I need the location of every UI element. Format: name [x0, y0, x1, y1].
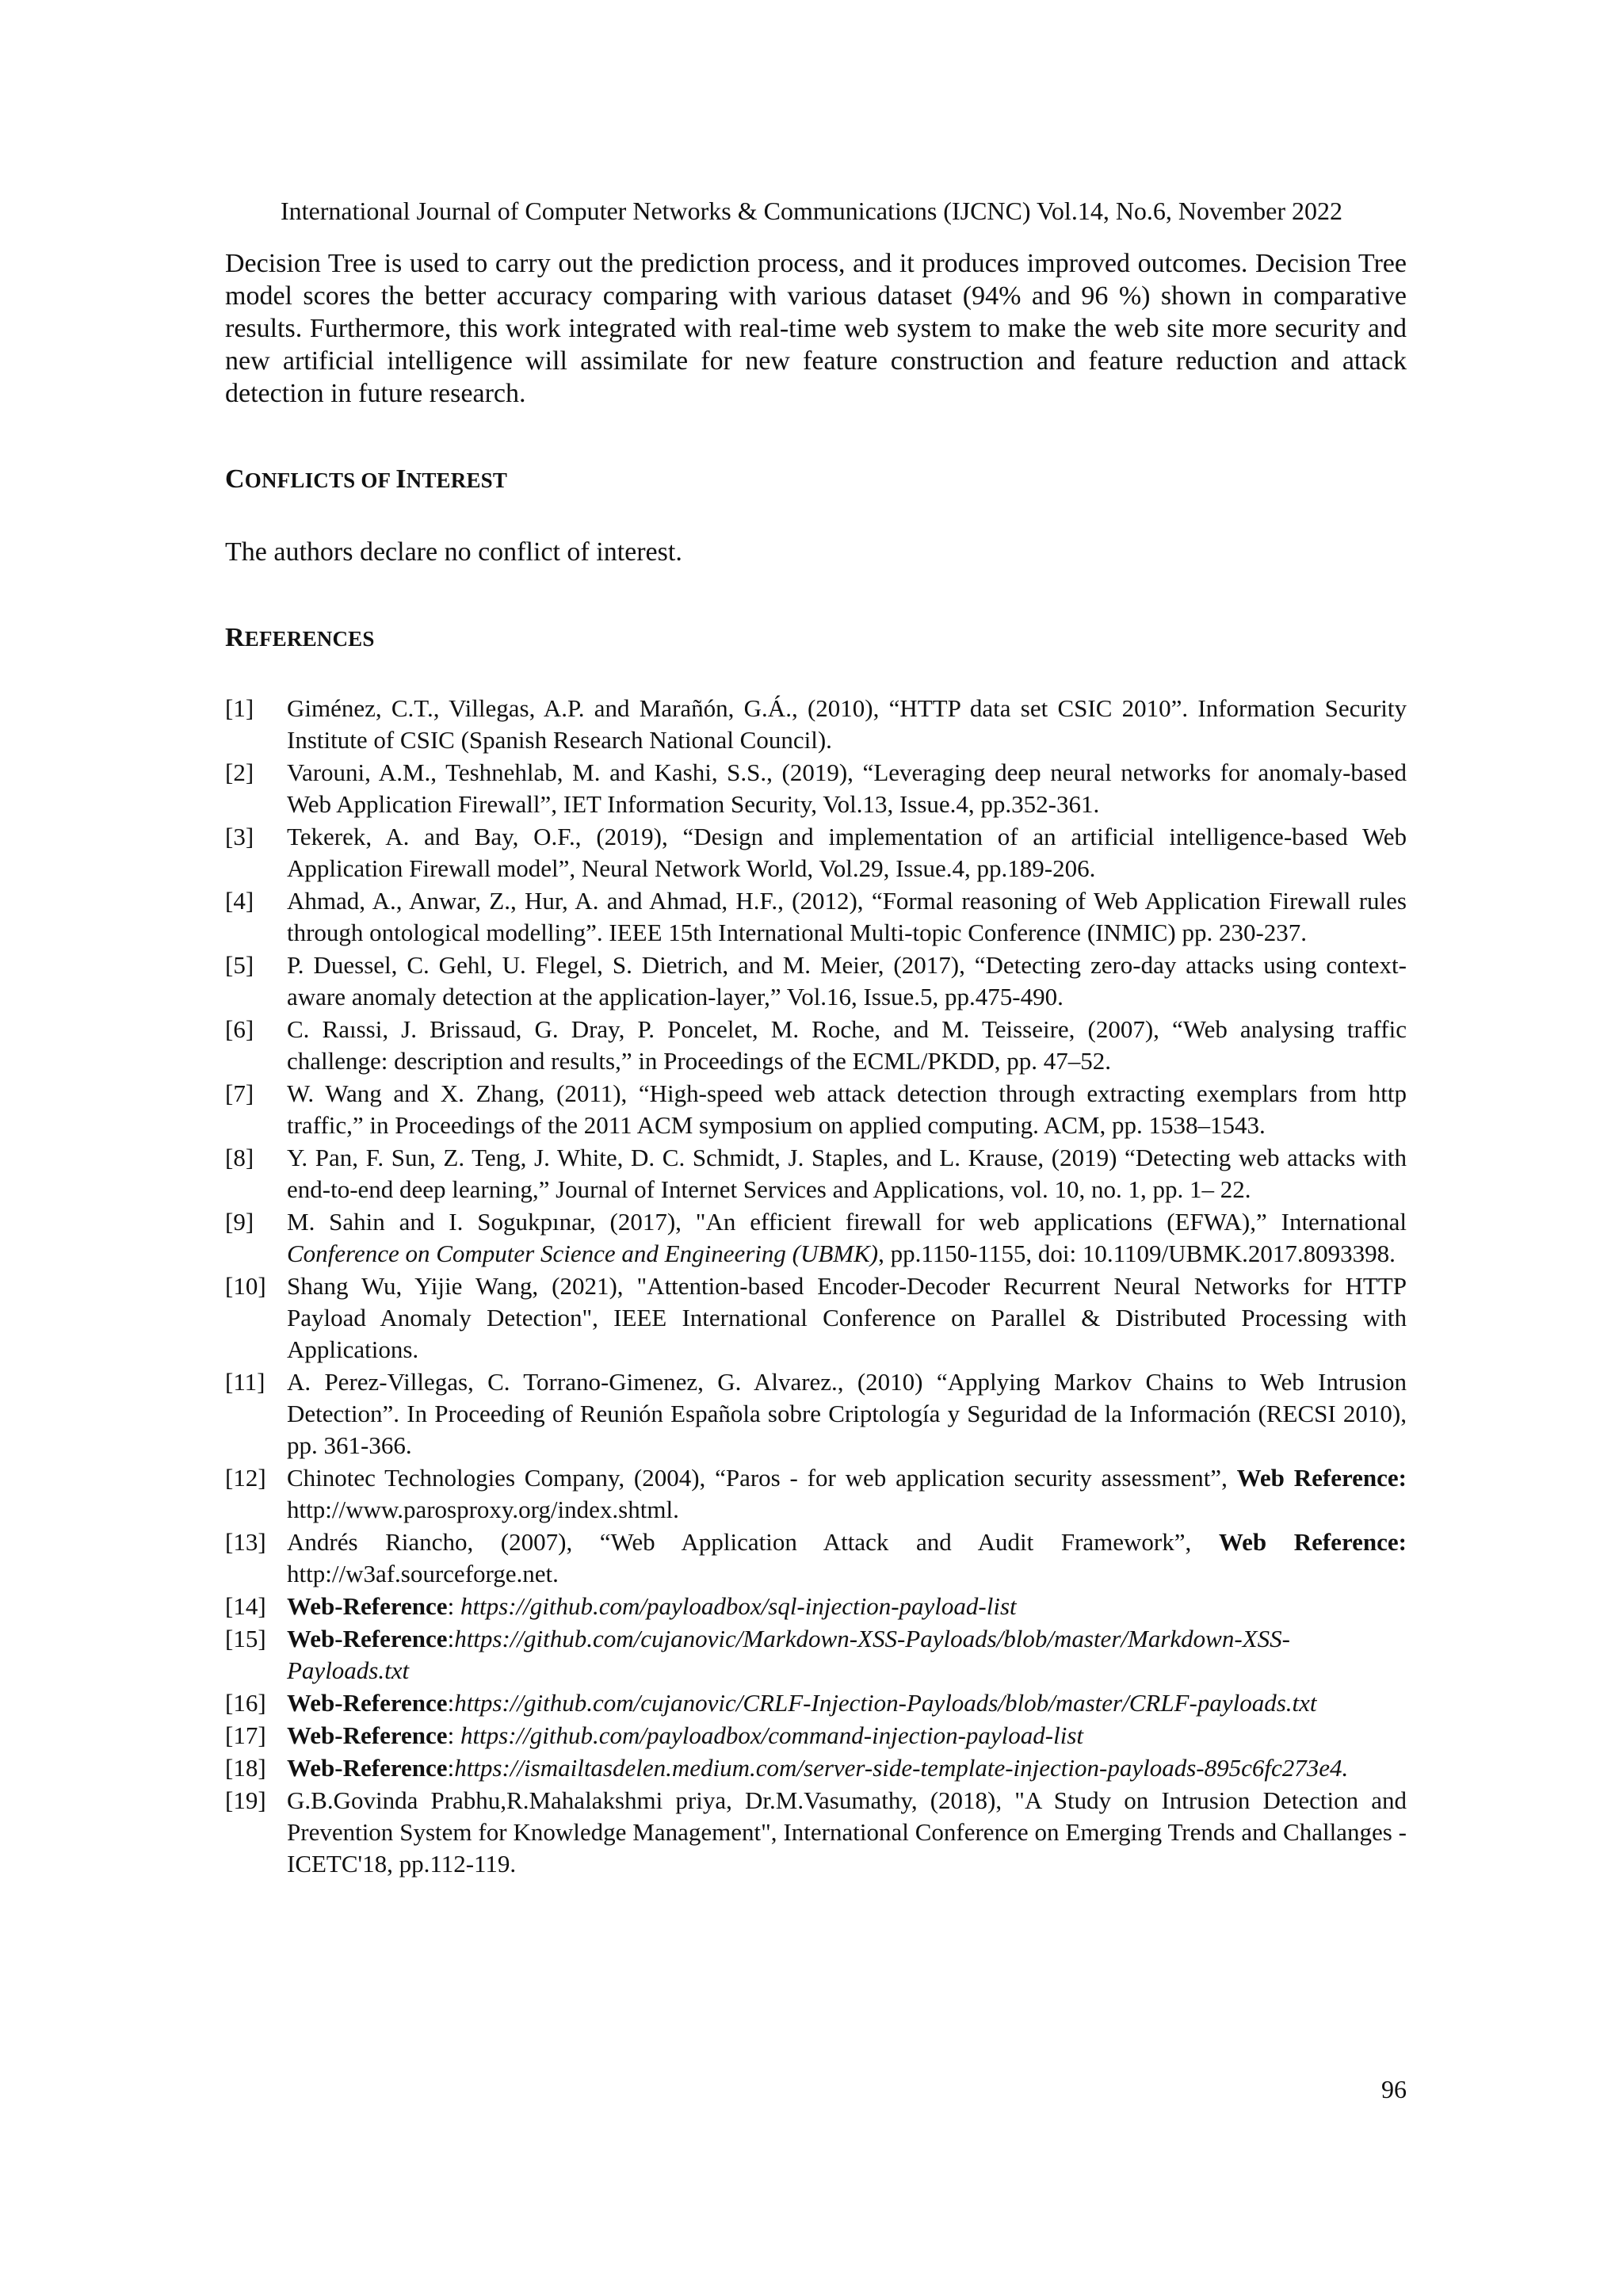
reference-bold-label: Web Reference:: [1218, 1528, 1407, 1556]
reference-item: [225, 1785, 1407, 1880]
reference-item: [225, 1078, 1407, 1141]
reference-text-part: W. Wang and X. Zhang, (2011), “High-speed web attack detection through extracting exemplars from http traffic,” in Proceedings of the 2011 ACM symposium on applied computing. ACM, pp. 1538–1543.: [287, 1079, 1407, 1139]
reference-italic-text: https://github.com/payloadbox/command-injection-payload-list: [460, 1721, 1084, 1749]
reference-bold-label: Web-Reference: [287, 1721, 448, 1749]
reference-text: [287, 1206, 1407, 1270]
reference-text: [287, 885, 1407, 949]
reference-item: [225, 1206, 1407, 1270]
reference-item: [225, 1270, 1407, 1366]
reference-text-part: Chinotec Technologies Company, (2004), “Paros - for web application security assessment”,: [287, 1464, 1237, 1492]
reference-item: [225, 1014, 1407, 1077]
reference-text-part: http://www.parosproxy.org/index.shtml.: [287, 1496, 679, 1523]
reference-bold-label: Web-Reference: [287, 1592, 448, 1620]
reference-text: [287, 949, 1407, 1013]
reference-text: [287, 1078, 1407, 1141]
reference-number: [15]: [225, 1625, 266, 1652]
reference-number: [10]: [225, 1272, 266, 1300]
reference-number: [5]: [225, 951, 254, 979]
reference-item: [225, 757, 1407, 820]
reference-text-part: :: [447, 1625, 455, 1652]
reference-number: [13]: [225, 1528, 266, 1556]
conclusion-paragraph: Decision Tree is used to carry out the prediction process, and it produces improved outcomes. Decision Tree model scores the better accuracy comparing with various dataset (94% and 96 %) shown in comparative results. Furthermore, this work integrated with real-time web system to make the web site more security and new artificial intelligence will assimilate for new feature construction and feature reduction and attack detection in future research.: [225, 249, 1407, 408]
reference-text-part: Andrés Riancho, (2007), “Web Application Attack and Audit Framework”,: [287, 1528, 1219, 1556]
reference-text-part: :: [447, 1721, 460, 1749]
reference-number: [9]: [225, 1208, 254, 1236]
reference-number: [16]: [225, 1689, 266, 1717]
reference-text-part: :: [447, 1689, 455, 1717]
reference-text: [287, 1142, 1407, 1205]
reference-italic-text: https://github.com/payloadbox/sql-injection-payload-list: [460, 1592, 1017, 1620]
reference-number: [7]: [225, 1079, 254, 1107]
reference-number: [2]: [225, 758, 254, 786]
reference-number: [19]: [225, 1786, 266, 1814]
references-heading: [225, 622, 1407, 655]
reference-text-part: G.B.Govinda Prabhu,R.Mahalakshmi priya, Dr.M.Vasumathy, (2018), "A Study on Intrusion Detection and Prevention System for Knowledge Management", International Conference on Emerging Trends and Challanges - ICETC'18, pp.112-119.: [287, 1786, 1407, 1878]
reference-text: [287, 1014, 1407, 1077]
reference-text-part: Ahmad, A., Anwar, Z., Hur, A. and Ahmad, H.F., (2012), “Formal reasoning of Web Application Firewall rules through ontological modelling”. IEEE 15th International Multi-topic Conference (INMIC) pp. 230-237.: [287, 887, 1407, 946]
reference-number: [18]: [225, 1754, 266, 1782]
reference-text-part: Tekerek, A. and Bay, O.F., (2019), “Design and implementation of an artificial intelligence-based Web Application Firewall model”, Neural Network World, Vol.29, Issue.4, pp.189-206.: [287, 823, 1407, 882]
reference-italic-text: https://github.com/cujanovic/Markdown-XSS-Payloads/blob/master/Markdown-XSS-Payloads.txt: [287, 1625, 1290, 1684]
reference-number: [17]: [225, 1721, 266, 1749]
conflicts-heading-rest-1: ONFLICTS OF: [244, 468, 396, 492]
reference-number: [11]: [225, 1368, 265, 1396]
reference-text: [287, 1720, 1407, 1752]
reference-text-part: Giménez, C.T., Villegas, A.P. and Marañón, G.Á., (2010), “HTTP data set CSIC 2010”. Information Security Institute of CSIC (Spanish Research National Council).: [287, 694, 1407, 754]
reference-text-part: , pp.1150-1155, doi: 10.1109/UBMK.2017.8093398.: [878, 1240, 1396, 1267]
reference-item: [225, 949, 1407, 1013]
conflicts-heading: [225, 464, 1407, 496]
reference-text-part: Shang Wu, Yijie Wang, (2021), "Attention-based Encoder-Decoder Recurrent Neural Networks for HTTP Payload Anomaly Detection", IEEE International Conference on Parallel & Distributed Processing with Applications.: [287, 1272, 1407, 1363]
reference-number: [1]: [225, 694, 254, 722]
reference-item: [225, 1752, 1407, 1784]
conflicts-heading-cap-i: I: [395, 464, 407, 494]
reference-text: [287, 1270, 1407, 1366]
reference-bold-label: Web Reference:: [1236, 1464, 1407, 1492]
reference-text: [287, 693, 1407, 756]
reference-number: [3]: [225, 823, 254, 850]
reference-bold-label: Web-Reference: [287, 1689, 448, 1717]
page-number: 96: [1381, 2075, 1407, 2103]
reference-text-part: :: [447, 1592, 460, 1620]
reference-text: [287, 1752, 1407, 1784]
reference-text-part: P. Duessel, C. Gehl, U. Flegel, S. Dietrich, and M. Meier, (2017), “Detecting zero-day attacks using context-aware anomaly detection at the application-layer,” Vol.16, Issue.5, pp.475-490.: [287, 951, 1407, 1010]
reference-italic-text: https://github.com/cujanovic/CRLF-Injection-Payloads/blob/master/CRLF-payloads.txt: [454, 1689, 1317, 1717]
conflicts-heading-cap-c: C: [225, 464, 245, 494]
reference-text-part: http://w3af.sourceforge.net.: [287, 1560, 559, 1587]
reference-item: [225, 821, 1407, 884]
conflict-statement: The authors declare no conflict of interest.: [225, 537, 682, 567]
reference-number: [8]: [225, 1144, 254, 1171]
reference-number: [4]: [225, 887, 254, 915]
reference-text: [287, 1526, 1407, 1590]
reference-text: [287, 1687, 1407, 1719]
reference-text-part: A. Perez-Villegas, C. Torrano-Gimenez, G. Alvarez., (2010) “Applying Markov Chains to Web Intrusion Detection”. In Proceeding of Reunión Española sobre Criptología y Seguridad de la Información (RECSI 2010), pp. 361-366.: [287, 1368, 1407, 1459]
reference-text: [287, 821, 1407, 884]
reference-text-part: C. Raıssi, J. Brissaud, G. Dray, P. Poncelet, M. Roche, and M. Teisseire, (2007), “Web analysing traffic challenge: description and results,” in Proceedings of the ECML/PKDD, pp. 47–52.: [287, 1015, 1407, 1075]
reference-text-part: Y. Pan, F. Sun, Z. Teng, J. White, D. C. Schmidt, J. Staples, and L. Krause, (2019) “Detecting web attacks with end-to-end deep learning,” Journal of Internet Services and Applications, vol. 10, no. 1, pp. 1– 22.: [287, 1144, 1407, 1203]
reference-bold-label: Web-Reference: [287, 1754, 448, 1782]
reference-text-part: M. Sahin and I. Sogukpınar, (2017), "An efficient firewall for web applications (EFWA),” International: [287, 1208, 1407, 1236]
reference-text: [287, 1462, 1407, 1526]
running-header: International Journal of Computer Networks & Communications (IJCNC) Vol.14, No.6, November 2022: [281, 197, 1342, 225]
reference-bold-label: Web-Reference: [287, 1625, 448, 1652]
reference-italic-text: https://ismailtasdelen.medium.com/server-side-template-injection-payloads-895c6fc273e4.: [454, 1754, 1349, 1782]
reference-item: [225, 1366, 1407, 1461]
reference-item: [225, 1687, 1407, 1719]
references-heading-rest: EFERENCES: [244, 627, 375, 651]
reference-text: [287, 1591, 1407, 1622]
reference-text-part: :: [447, 1754, 455, 1782]
reference-text: [287, 1366, 1407, 1461]
reference-number: [14]: [225, 1592, 266, 1620]
reference-item: [225, 1142, 1407, 1205]
reference-list: [225, 693, 1407, 1880]
references-heading-cap: R: [225, 623, 245, 652]
reference-item: [225, 1720, 1407, 1752]
reference-item: [225, 1591, 1407, 1622]
reference-number: [12]: [225, 1464, 266, 1492]
reference-text-part: Varouni, A.M., Teshnehlab, M. and Kashi, S.S., (2019), “Leveraging deep neural networks for anomaly-based Web Application Firewall”, IET Information Security, Vol.13, Issue.4, pp.352-361.: [287, 758, 1407, 818]
reference-item: [225, 1462, 1407, 1526]
reference-number: [6]: [225, 1015, 254, 1043]
page-content: [225, 247, 1407, 1881]
reference-item: [225, 1526, 1407, 1590]
conflicts-heading-rest-2: NTEREST: [406, 468, 508, 492]
reference-item: [225, 1623, 1407, 1687]
reference-italic-text: Conference on Computer Science and Engineering (UBMK): [287, 1240, 879, 1267]
reference-item: [225, 885, 1407, 949]
reference-text: [287, 1785, 1407, 1880]
reference-text: [287, 757, 1407, 820]
reference-item: [225, 693, 1407, 756]
reference-text: [287, 1623, 1407, 1687]
